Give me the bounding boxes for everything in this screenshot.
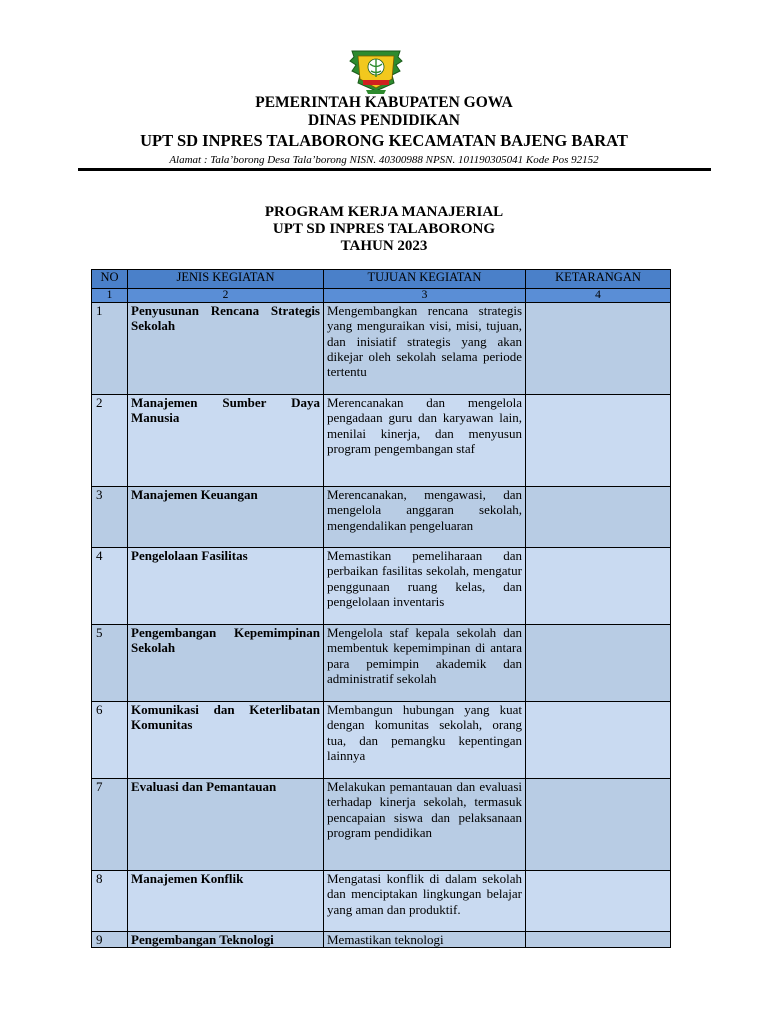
row-jenis: Penyusunan Rencana Strategis Sekolah: [128, 303, 324, 395]
row-jenis: Manajemen Keuangan: [128, 487, 324, 548]
row-no: 4: [92, 548, 128, 625]
row-tujuan: Merencanakan, mengawasi, dan mengelola anggaran sekolah, mengendalikan pengeluaran: [324, 487, 526, 548]
table-row: [92, 932, 671, 948]
row-jenis: Pengelolaan Fasilitas: [128, 548, 324, 625]
table-row: [92, 625, 671, 702]
office-name: DINAS PENDIDIKAN: [307, 112, 460, 129]
row-tujuan: Memastikan teknologi: [324, 932, 526, 948]
title-line-1: PROGRAM KERJA MANAJERIAL: [264, 204, 504, 220]
row-tujuan: Memastikan pemeliharaan dan perbaikan fasilitas sekolah, mengatur penggunaan ruang kelas, dan pengelolaan inventaris: [324, 548, 526, 625]
table-row: [92, 548, 671, 625]
row-no: 5: [92, 625, 128, 702]
row-tujuan: Melakukan pemantauan dan evaluasi terhadap kinerja sekolah, termasuk pencapaian siswa dan pelaksanaan program pendidikan: [324, 779, 526, 871]
header-no: NO: [92, 270, 128, 289]
row-jenis: Pengembangan Teknologi: [128, 932, 324, 948]
row-keterangan: [526, 625, 671, 702]
letterhead-divider: [78, 168, 711, 171]
row-jenis: Pengembangan Kepemimpinan Sekolah: [128, 625, 324, 702]
row-keterangan: [526, 779, 671, 871]
table-row: [92, 871, 671, 932]
row-tujuan: Merencanakan dan mengelola pengadaan guru dan karyawan lain, menilai kinerja, dan menyusun program pengembangan staf: [324, 395, 526, 487]
row-no: 3: [92, 487, 128, 548]
title-line-3: TAHUN 2023: [340, 238, 428, 254]
table-row: [92, 702, 671, 779]
table-row: [92, 487, 671, 548]
row-keterangan: [526, 702, 671, 779]
row-no: 2: [92, 395, 128, 487]
table-index-row: [92, 289, 671, 303]
document-title: [0, 204, 768, 255]
program-table: [91, 269, 671, 948]
title-line-2: UPT SD INPRES TALABORONG: [272, 221, 496, 237]
row-no: 6: [92, 702, 128, 779]
school-address: Alamat : Tala’borong Desa Tala’borong NISN. 40300988 NPSN. 101190305041 Kode Pos 92152: [169, 154, 599, 166]
index-2: 2: [128, 289, 324, 303]
row-jenis: Manajemen Sumber Daya Manusia: [128, 395, 324, 487]
row-no: 9: [92, 932, 128, 948]
row-no: 7: [92, 779, 128, 871]
row-keterangan: [526, 548, 671, 625]
header-keterangan: KETARANGAN: [526, 270, 671, 289]
row-tujuan: Mengembangkan rencana strategis yang menguraikan visi, misi, tujuan, dan inisiatif strategis yang akan dikejar oleh sekolah selama periode tertentu: [324, 303, 526, 395]
index-1: 1: [92, 289, 128, 303]
header-jenis: JENIS KEGIATAN: [128, 270, 324, 289]
row-keterangan: [526, 932, 671, 948]
row-tujuan: Membangun hubungan yang kuat dengan komunitas sekolah, orang tua, dan pemangku kepentingan lainnya: [324, 702, 526, 779]
row-keterangan: [526, 303, 671, 395]
table-row: [92, 779, 671, 871]
row-keterangan: [526, 487, 671, 548]
row-jenis: Komunikasi dan Keterlibatan Komunitas: [128, 702, 324, 779]
index-4: 4: [526, 289, 671, 303]
gowa-regency-emblem: [346, 49, 406, 95]
row-jenis: Manajemen Konflik: [128, 871, 324, 932]
letterhead: [0, 94, 768, 167]
row-keterangan: [526, 871, 671, 932]
header-tujuan: TUJUAN KEGIATAN: [324, 270, 526, 289]
row-keterangan: [526, 395, 671, 487]
government-name: PEMERINTAH KABUPATEN GOWA: [255, 94, 513, 111]
row-tujuan: Mengatasi konflik di dalam sekolah dan menciptakan lingkungan belajar yang aman dan produktif.: [324, 871, 526, 932]
row-no: 1: [92, 303, 128, 395]
table-header-row: [92, 270, 671, 289]
row-jenis: Evaluasi dan Pemantauan: [128, 779, 324, 871]
table-row: [92, 303, 671, 395]
row-no: 8: [92, 871, 128, 932]
row-tujuan: Mengelola staf kepala sekolah dan membentuk kepemimpinan di antara para pemimpin akademik dan administratif sekolah: [324, 625, 526, 702]
table-row: [92, 395, 671, 487]
school-name: UPT SD INPRES TALABORONG KECAMATAN BAJENG BARAT: [140, 131, 628, 150]
index-3: 3: [324, 289, 526, 303]
